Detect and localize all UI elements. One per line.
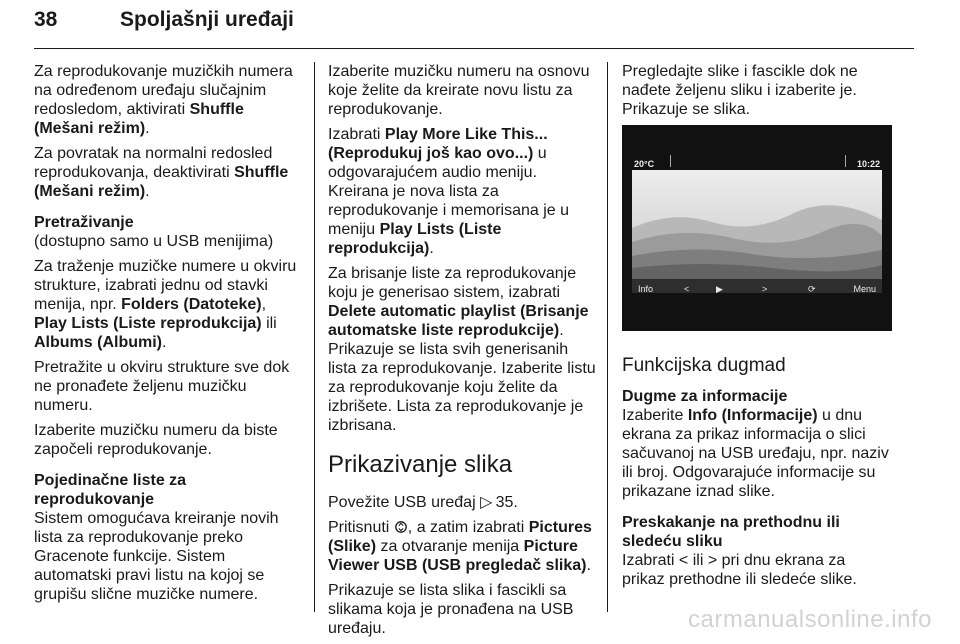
- paragraph: (dostupno samo u USB menijima): [34, 233, 274, 250]
- info-button[interactable]: Info: [638, 284, 654, 294]
- page-number: 38: [34, 8, 58, 31]
- next-icon: >: [707, 552, 718, 569]
- mountain-landscape-image: [632, 170, 882, 279]
- play-icon[interactable]: ▶: [716, 284, 723, 294]
- previous-icon: <: [678, 552, 689, 569]
- watermark: carmanualsonline.info: [688, 606, 932, 633]
- paragraph: Sistem omogućava kreiranje novih lista za reprodukovanje preko Gracenote funkcije. Sistem automatski pravi listu na kojoj se grupišu slične muzičke numere.: [34, 510, 279, 603]
- paragraph: Za brisanje liste za reprodukovanje koju je generisao sistem, izabrati Delete automatic playlist (Brisanje automatske liste reprodukcije).: [328, 265, 589, 339]
- page-header: [34, 0, 914, 49]
- previous-icon[interactable]: <: [684, 284, 690, 294]
- picture-control-bar: [632, 279, 882, 293]
- paragraph: Izabrati < ili > pri dnu ekrana za prikaz prethodne ili sledeće slike.: [622, 552, 857, 588]
- column-1: [34, 62, 302, 610]
- section-title: Spoljašnji uređaji: [120, 8, 294, 31]
- paragraph: Izabrati Play More Like This... (Reprodukuj još kao ovo...) u odgovarajućem audio meniju.: [328, 126, 548, 181]
- column-divider: [314, 62, 315, 612]
- heading-function-buttons: Funkcijska dugmad: [622, 355, 786, 376]
- next-icon[interactable]: >: [762, 284, 768, 294]
- column-divider: [607, 62, 608, 612]
- paragraph: Pritisnuti , a zatim izabrati Pictures (Slike) za otvaranje menija Picture Viewer USB (USB pregledač slika).: [328, 519, 592, 574]
- rotate-icon[interactable]: ⟳: [808, 284, 816, 294]
- column-3: [622, 62, 892, 595]
- paragraph: Izaberite Info (Informacije) u dnu ekrana za prikaz informacija o slici sačuvanoj na USB uređaju, npr. naziv ili broj. Odgovarajuće informacije su prikazane iznad slike.: [622, 407, 889, 500]
- paragraph: Prikazuje se lista slika i fascikli sa slikama koja je pronađena na USB uređaju.: [328, 582, 574, 637]
- paragraph: Za traženje muzičke numere u okviru strukture, izabrati jednu od stavki menija, npr. Folders (Datoteke), Play Lists (Liste reprodukcija) ili Albums (Albumi).: [34, 258, 297, 351]
- temperature-readout: 20°C: [634, 159, 655, 169]
- paragraph: Izaberite muzičku numeru da biste započeli reprodukovanje.: [34, 422, 278, 458]
- menu-button[interactable]: Menu: [853, 284, 876, 294]
- paragraph: Za reprodukovanje muzičkih numera na određenom uređaju slučajnim redosledom, aktivirati Shuffle (Mešani režim).: [34, 63, 293, 137]
- column-2: [328, 62, 598, 644]
- paragraph: Prikazuje se lista svih generisanih lista za reprodukovanje. Izaberite listu za reprodukovanje koju želite da izbrišete. Lista za reprodukovanje je izbrisana.: [328, 341, 596, 434]
- paragraph: Pregledajte slike i fascikle dok ne nađete željenu sliku i izaberite je. Prikazuje se slika.: [622, 63, 858, 118]
- paragraph: Pretražite u okviru strukture sve dok ne pronađete željenu muzičku numeru.: [34, 359, 290, 414]
- source-button-icon: [394, 519, 408, 536]
- subheading-skip: Preskakanje na prethodnu ili sledeću sliku: [622, 514, 840, 550]
- reference-arrow-icon: ▷: [480, 494, 493, 511]
- subheading-search: Pretraživanje: [34, 214, 134, 231]
- paragraph: Izaberite muzičku numeru na osnovu koje želite da kreirate novu listu za reprodukovanje.: [328, 63, 590, 118]
- status-bar: [632, 152, 882, 170]
- paragraph: Povežite USB uređaj ▷ 35.: [328, 494, 518, 511]
- page-reference: 35: [495, 494, 514, 511]
- clock-readout: 10:22: [856, 159, 880, 169]
- heading-pictures: Prikazivanje slika: [328, 451, 513, 478]
- paragraph: Kreirana je nova lista za reprodukovanje i memorisana je u meniju Play Lists (Liste reprodukcija).: [328, 183, 570, 257]
- subheading-playlists: Pojedinačne liste za reprodukovanje: [34, 472, 187, 508]
- displayed-picture: [632, 170, 882, 279]
- paragraph: Za povratak na normalni redosled reprodukovanja, deaktivirati Shuffle (Mešani režim).: [34, 145, 289, 200]
- subheading-info-button: Dugme za informacije: [622, 388, 788, 405]
- picture-viewer-screenshot: [622, 125, 892, 331]
- status-separator: [670, 155, 671, 167]
- status-separator: [845, 155, 846, 167]
